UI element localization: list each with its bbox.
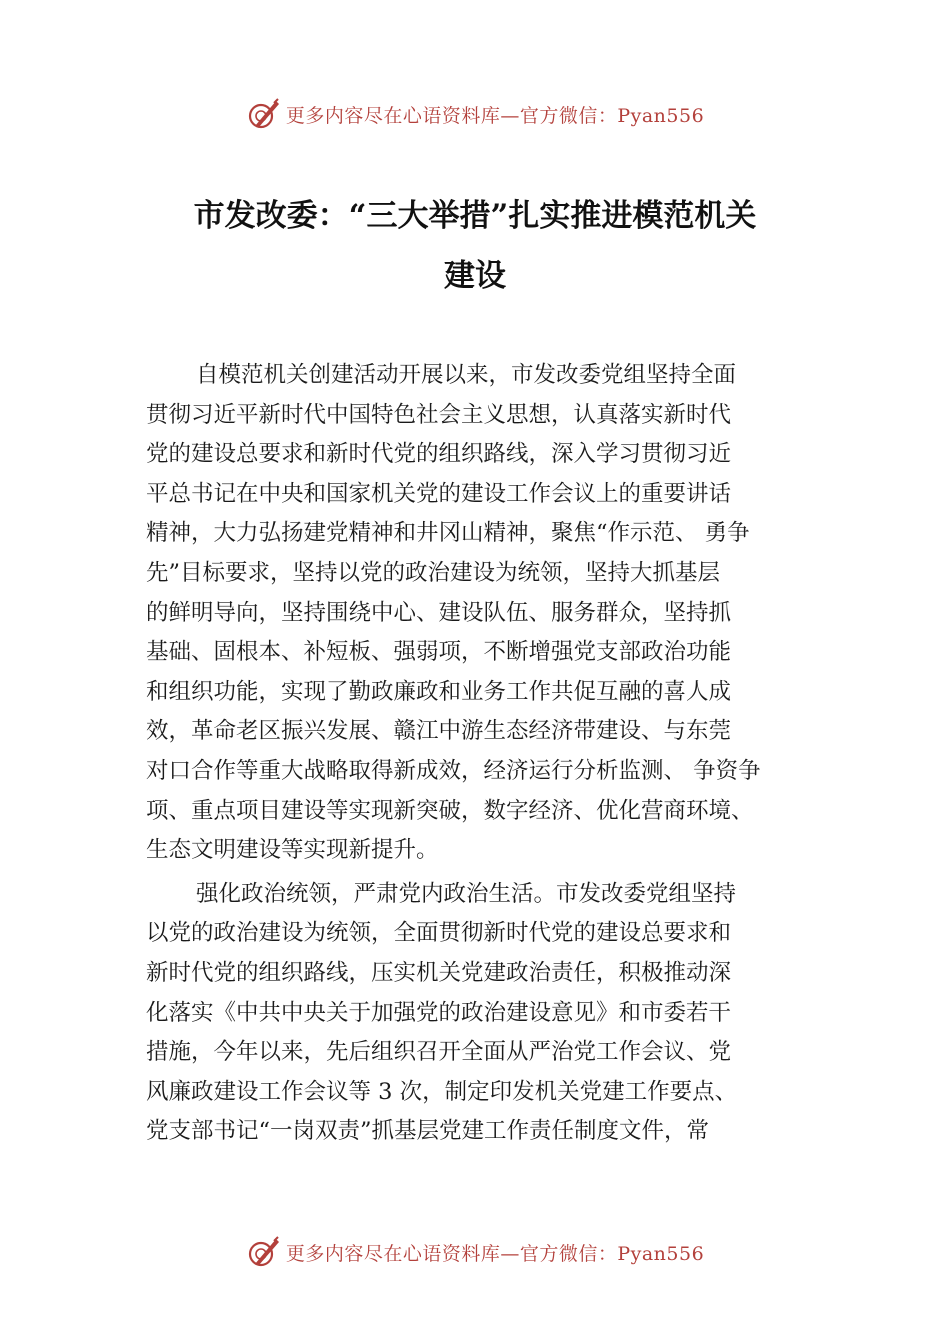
text-line: 效，革命老区振兴发展、赣江中游生态经济带建设、与东莞 <box>146 718 732 745</box>
title-line: 市发改委：“三大举措”扎实推进模范机关 <box>193 198 757 234</box>
document-body <box>146 356 816 1152</box>
text-line: 风廉政建设工作会议等 3 次，制定印发机关党建工作要点、 <box>146 1078 738 1105</box>
text-line: 项、重点项目建设等实现新突破，数字经济、优化营商环境、 <box>146 797 754 824</box>
paragraph-1 <box>146 356 816 871</box>
title-line: 建设 <box>444 258 506 294</box>
quill-pen-icon <box>246 96 282 132</box>
text-line: 党支部书记“一岗双责”抓基层党建工作责任制度文件，常 <box>146 1118 710 1145</box>
paragraph-2 <box>146 875 816 1152</box>
text-line: 先”目标要求，坚持以党的政治建设为统领，坚持大抓基层 <box>146 559 721 586</box>
header-banner-text: 更多内容尽在心语资料库—官方微信：Pyan556 <box>285 104 705 127</box>
text-line: 新时代党的组织路线，压实机关党建政治责任，积极推动深 <box>146 959 732 986</box>
text-line: 自模范机关创建活动开展以来，市发改委党组坚持全面 <box>196 362 737 388</box>
text-line: 措施，今年以来，先后组织召开全面从严治党工作会议、党 <box>146 1039 732 1066</box>
text-line: 贯彻习近平新时代中国特色社会主义思想，认真落实新时代 <box>146 401 732 428</box>
header-banner <box>0 94 950 134</box>
text-line: 基础、固根本、补短板、强弱项，不断增强党支部政治功能 <box>146 639 732 666</box>
footer-banner-text: 更多内容尽在心语资料库—官方微信：Pyan556 <box>285 1242 705 1265</box>
text-line: 党的建设总要求和新时代党的组织路线，深入学习贯彻习近 <box>146 441 732 468</box>
document-title <box>100 186 850 306</box>
text-line: 对口合作等重大战略取得新成效，经济运行分析监测、 争资争 <box>146 757 761 784</box>
text-line: 平总书记在中央和国家机关党的建设工作会议上的重要讲话 <box>146 480 732 507</box>
quill-pen-icon <box>246 1234 282 1270</box>
text-line: 和组织功能，实现了勤政廉政和业务工作共促互融的喜人成 <box>146 678 732 705</box>
text-line: 化落实《中共中央关于加强党的政治建设意见》和市委若干 <box>146 999 732 1026</box>
text-line: 生态文明建设等实现新提升。 <box>146 837 439 864</box>
text-line: 的鲜明导向，坚持围绕中心、建设队伍、服务群众，坚持抓 <box>146 599 732 626</box>
text-line: 以党的政治建设为统领，全面贯彻新时代党的建设总要求和 <box>146 920 732 947</box>
text-line: 精神，大力弘扬建党精神和井冈山精神，聚焦“作示范、 勇争 <box>146 520 750 547</box>
text-line: 强化政治统领，严肃党内政治生活。市发改委党组坚持 <box>196 880 737 907</box>
footer-banner <box>0 1232 950 1272</box>
